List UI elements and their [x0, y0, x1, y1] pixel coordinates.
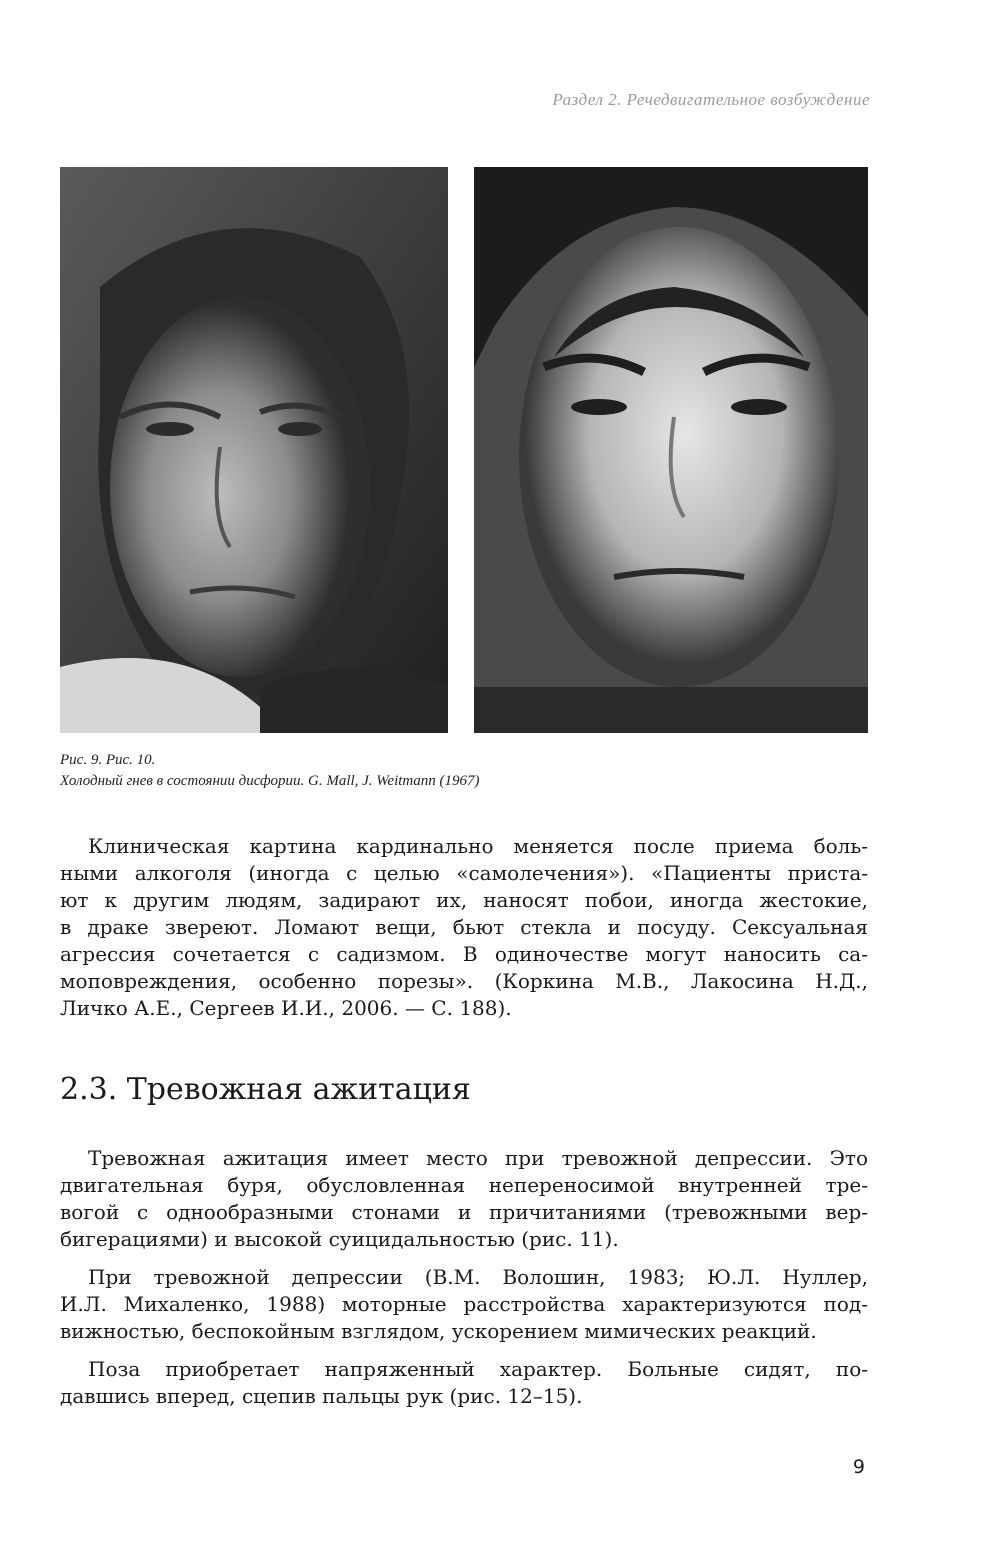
text-line: Поза приобретает напряженный характер. Больные сидят, по- — [88, 1357, 868, 1381]
running-head: Раздел 2. Речедвигательное возбуждение — [552, 90, 870, 109]
text-line: в драке звереют. Ломают вещи, бьют стекла и посуду. Сексуальная — [60, 915, 868, 939]
page-number: 9 — [852, 1456, 865, 1478]
figure-9-photo — [60, 167, 448, 733]
text-line: агрессия сочетается с садизмом. В одиночестве могут наносить са- — [60, 942, 868, 966]
text-line: ют к другим людям, задирают их, наносят побои, иногда жестокие, — [60, 888, 868, 912]
section-heading: 2.3. Тревожная ажитация — [60, 1072, 471, 1107]
text-line: вогой с однообразными стонами и причитаниями (тревожными вер- — [60, 1200, 868, 1224]
man-portrait-image — [474, 167, 868, 733]
text-line: Клиническая картина кардинально меняется после приема боль- — [88, 834, 868, 858]
caption-text: Холодный гнев в состоянии дисфории. G. Mall, J. Weitmann (1967) — [60, 773, 480, 789]
text-line: моповреждения, особенно порезы». (Коркина М.В., Лакосина Н.Д., — [60, 969, 868, 993]
paragraph-clinical-picture — [60, 833, 868, 1022]
woman-portrait-image — [60, 167, 448, 733]
caption-figure-numbers: Рис. 9. Рис. 10. — [60, 752, 156, 768]
text-line: И.Л. Михаленко, 1988) моторные расстройства характеризуются под- — [60, 1292, 868, 1316]
text-line: При тревожной депрессии (В.М. Волошин, 1983; Ю.Л. Нуллер, — [88, 1265, 868, 1289]
paragraph-anxious-agitation — [60, 1145, 868, 1253]
text-line: Тревожная ажитация имеет место при тревожной депрессии. Это — [88, 1146, 868, 1170]
figure-caption — [60, 750, 860, 792]
text-line: двигательная буря, обусловленная непереносимой внутренней тре- — [60, 1173, 868, 1197]
text-line: Личко А.Е., Сергеев И.И., 2006. — С. 188). — [60, 996, 512, 1020]
text-line: бигерациями) и высокой суицидальностью (рис. 11). — [60, 1227, 619, 1251]
text-line: давшись вперед, сцепив пальцы рук (рис. 12–15). — [60, 1384, 583, 1408]
text-line: ными алкоголя (иногда с целью «самолечения»). «Пациенты приста- — [60, 861, 868, 885]
text-line: вижностью, беспокойным взглядом, ускорением мимических реакций. — [60, 1319, 817, 1343]
paragraph-posture — [60, 1356, 868, 1410]
paragraph-motor-disorders — [60, 1264, 868, 1345]
figure-10-photo — [474, 167, 868, 733]
